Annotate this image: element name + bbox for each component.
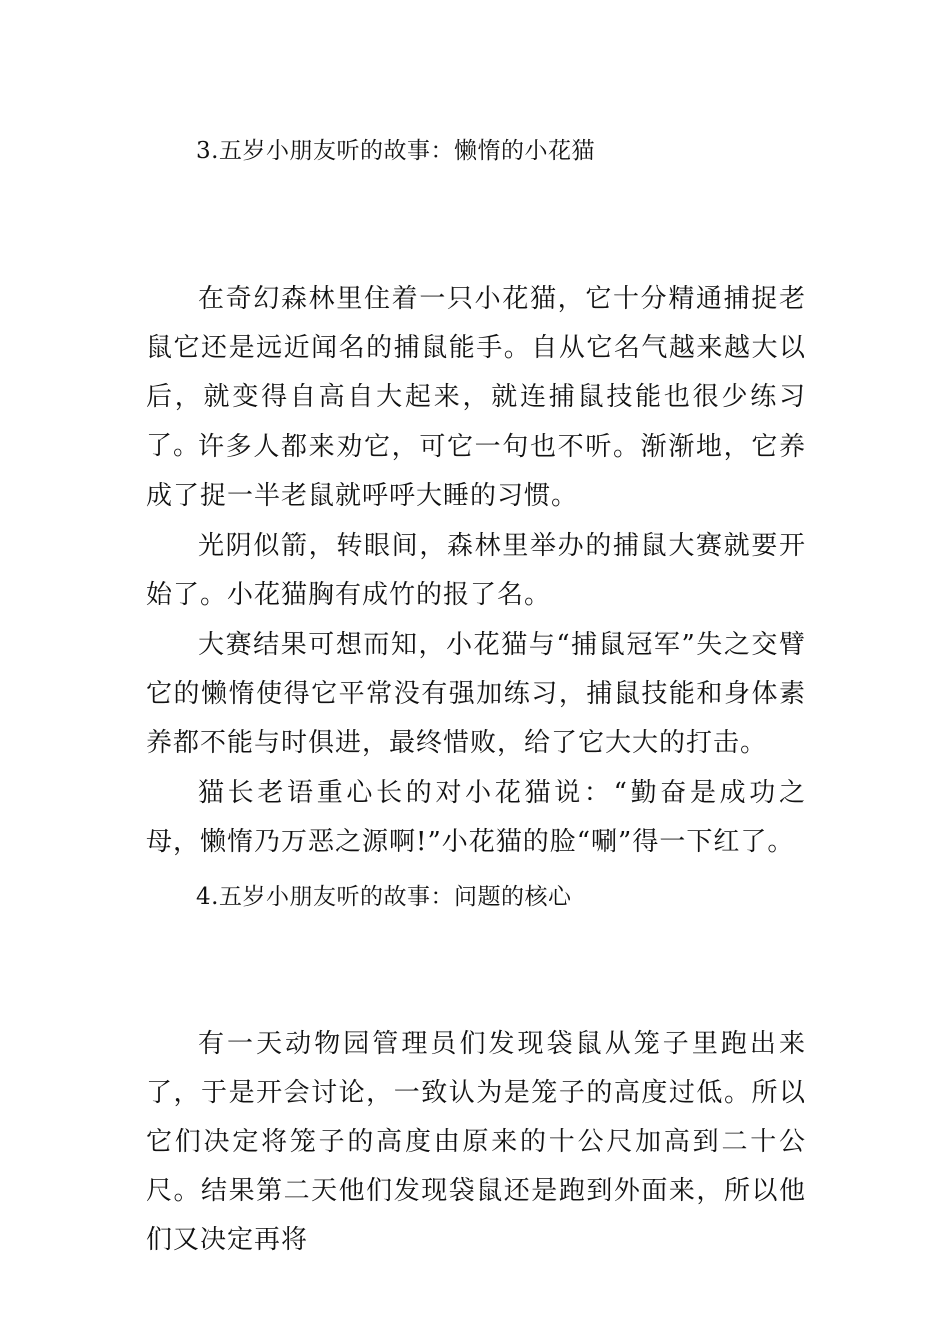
paragraph: 光阴似箭，转眼间，森林里举办的捕鼠大赛就要开始了。小花猫胸有成竹的报了名。 — [146, 531, 806, 610]
paragraph: 猫长老语重心长的对小花猫说：“勤奋是成功之母，懒惰乃万恶之源啊!”小花猫的脸“唰”得一下红了。 — [146, 778, 806, 857]
section-heading-story-4: 4.五岁小朋友听的故事：问题的核心 — [196, 884, 572, 910]
paragraph: 大赛结果可想而知，小花猫与“捕鼠冠军”失之交臂它的懒惰使得它平常没有强加练习，捕鼠技能和身体素养都不能与时俱进，最终惜败，给了它大大的打击。 — [146, 630, 806, 758]
section-heading-story-3: 3.五岁小朋友听的故事：懒惰的小花猫 — [196, 138, 595, 164]
paragraph: 有一天动物园管理员们发现袋鼠从笼子里跑出来了，于是开会讨论，一致认为是笼子的高度过低。所以它们决定将笼子的高度由原来的十公尺加高到二十公尺。结果第二天他们发现袋鼠还是跑到外面来，所以他们又决定再将 — [146, 1029, 806, 1255]
paragraph: 许多人都来劝它，可它一句也不听。渐渐地，它养成了捉一半老鼠就呼呼大睡的习惯。 — [146, 432, 806, 511]
paragraph: 在奇幻森林里住着一只小花猫，它十分精通捕捉老鼠它还是远近闻名的捕鼠能手。自从它名气越来越大以后，就变得自高自大起来，就连捕鼠技能也很少练习了。 — [146, 284, 806, 461]
